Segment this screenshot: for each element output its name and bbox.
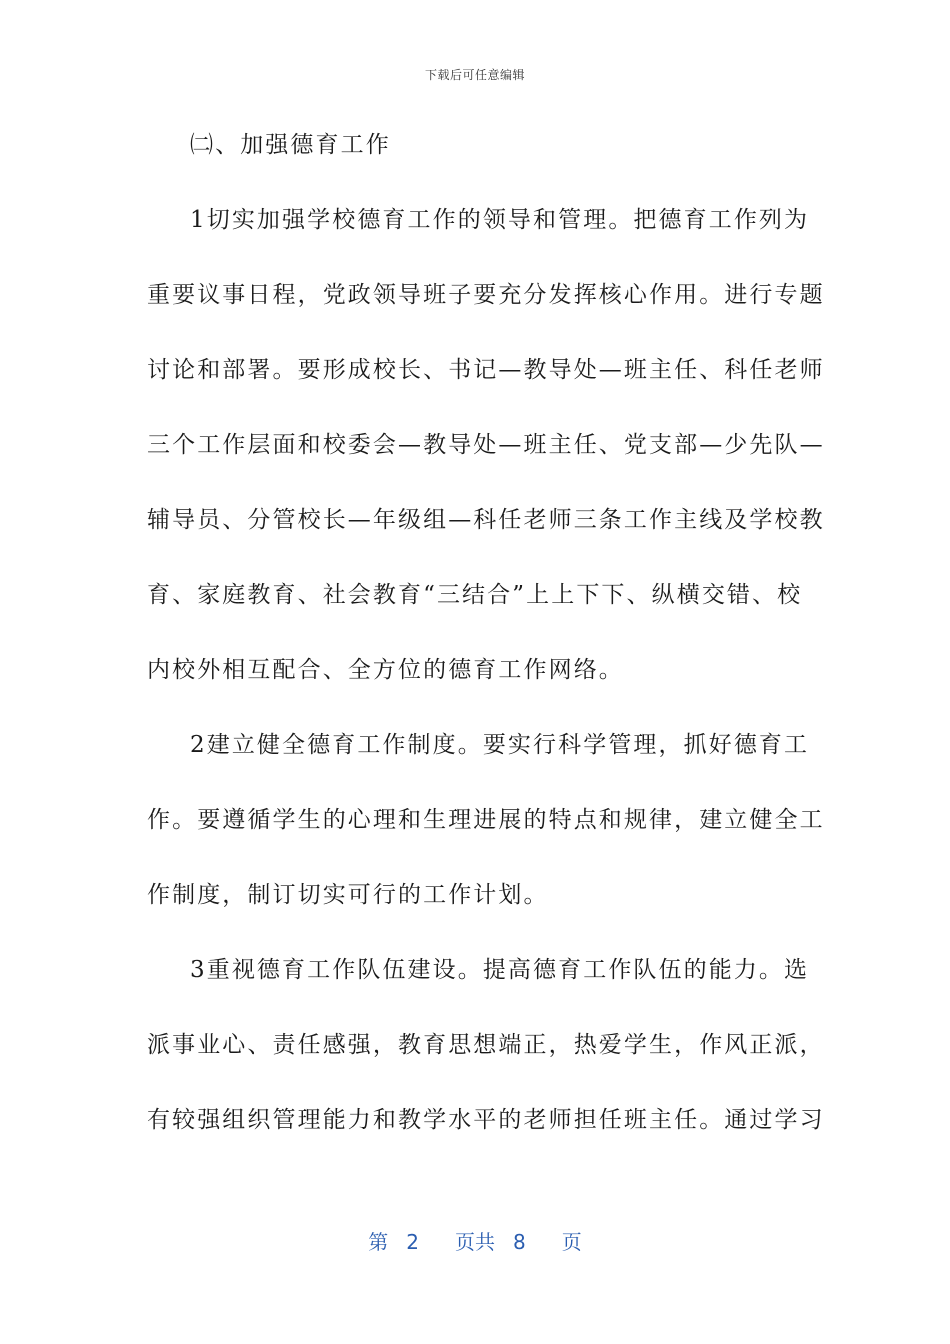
paragraph-3-line-3: 有较强组织管理能力和教学水平的老师担任班主任。通过学习 — [147, 1107, 825, 1133]
paragraph-2-line-2: 作。要遵循学生的心理和生理进展的特点和规律，建立健全工 — [147, 807, 825, 833]
footer-total-unit: 页 — [561, 1230, 582, 1254]
paragraph-1-line-5: 辅导员、分管校长—年级组—科任老师三条工作主线及学校教 — [147, 507, 825, 533]
paragraph-1-line-4: 三个工作层面和校委会—教导处—班主任、党支部—少先队— — [147, 432, 825, 458]
footer-page-unit: 页共 — [455, 1230, 495, 1254]
paragraph-1-line-7: 内校外相互配合、全方位的德育工作网络。 — [147, 657, 624, 683]
footer-page-word: 第 — [368, 1230, 389, 1254]
footer-total-pages: 8 — [513, 1230, 526, 1254]
paragraph-1-line-3: 讨论和部署。要形成校长、书记—教导处—班主任、科任老师 — [147, 357, 825, 383]
paragraph-1-line-6: 育、家庭教育、社会教育“三结合”上上下下、纵横交错、校 — [147, 582, 803, 608]
paragraph-2-line-1: 2建立健全德育工作制度。要实行科学管理，抓好德育工 — [190, 732, 810, 758]
paragraph-3-line-2: 派事业心、责任感强，教育思想端正，热爱学生，作风正派， — [147, 1032, 825, 1058]
footer-page-number: 2 — [406, 1230, 419, 1254]
paragraph-1-line-1: 1切实加强学校德育工作的领导和管理。把德育工作列为 — [190, 207, 810, 233]
page-footer — [0, 1226, 950, 1255]
paragraph-1-line-2: 重要议事日程，党政领导班子要充分发挥核心作用。进行专题 — [147, 282, 825, 308]
page-header: 下载后可任意编辑 — [424, 68, 525, 82]
paragraph-2-line-3: 作制度，制订切实可行的工作计划。 — [147, 882, 549, 908]
section-heading: ㈡、加强德育工作 — [190, 132, 391, 158]
paragraph-3-line-1: 3重视德育工作队伍建设。提高德育工作队伍的能力。选 — [190, 957, 810, 983]
